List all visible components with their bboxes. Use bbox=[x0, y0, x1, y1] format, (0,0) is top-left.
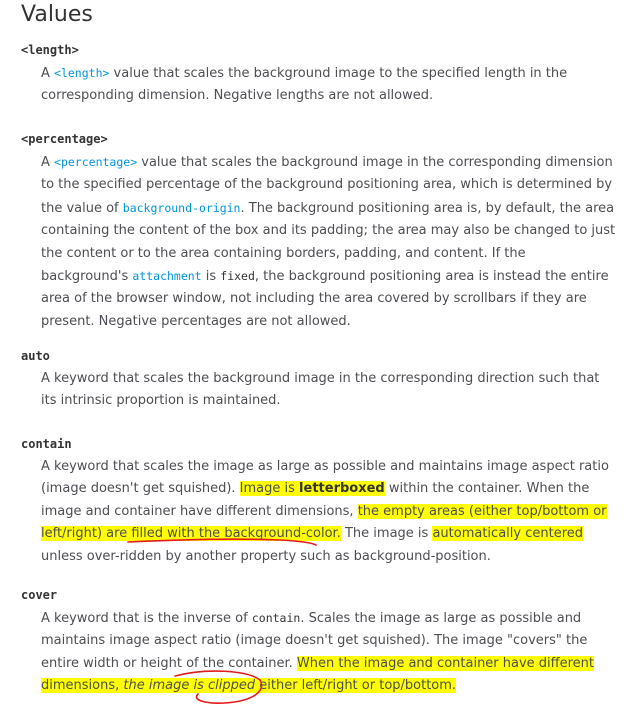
desc-cover-text-1: A keyword that is the inverse of bbox=[41, 611, 252, 626]
highlight-empty-areas: the empty areas (either top/bottom or left/right) are filled with the background-color. bbox=[41, 503, 607, 542]
desc-length-text-1: A bbox=[41, 66, 55, 81]
desc-percentage-text-5: , the background positioning area is instead the entire area of the browser window, not including the area covered by scrollbars if they are present. Negative percentages are not allowed. bbox=[41, 269, 609, 329]
desc-contain-text-1: A keyword that scales the image as large as possible and maintains image aspect ratio (image doesn't get squished). bbox=[41, 459, 609, 497]
desc-cover-text-2: . Scales the image as large as possible and maintains image aspect ratio (image doesn't get squished). The image "covers" the entire width or height of the container. bbox=[41, 611, 588, 671]
background-origin-link[interactable]: background-origin bbox=[122, 200, 241, 215]
desc-percentage bbox=[41, 151, 616, 333]
desc-percentage-text-2: value that scales the background image in the corresponding dimension to the specified percentage of the background positioning area, which is determined by the value of bbox=[41, 155, 613, 216]
desc-contain-text-2: within the container. When the image and container have different dimensions, bbox=[41, 481, 590, 519]
term-cover: cover bbox=[21, 588, 58, 602]
desc-length bbox=[41, 62, 616, 108]
desc-auto: A keyword that scales the background image in the corresponding direction such that its intrinsic proportion is maintained. bbox=[41, 371, 600, 409]
desc-percentage-text-4: is bbox=[201, 269, 221, 285]
contain-code: contain bbox=[251, 611, 301, 625]
length-link[interactable]: <length> bbox=[54, 66, 110, 80]
desc-contain-text-4: unless over-ridden by another property such as background-position. bbox=[41, 548, 491, 564]
highlight-clip-sides: either left/right or top/bottom. bbox=[255, 678, 457, 694]
fixed-code: fixed bbox=[220, 269, 255, 284]
term-auto: auto bbox=[21, 349, 50, 363]
highlight-different-dimensions: When the image and container have different dimensions, bbox=[41, 655, 595, 694]
letterboxed-bold: letterboxed bbox=[299, 481, 385, 497]
highlight-auto-centered: automatically centered bbox=[432, 526, 584, 542]
desc-contain bbox=[41, 456, 616, 568]
term-contain: contain bbox=[21, 437, 72, 451]
highlight-letterboxed bbox=[240, 481, 385, 496]
desc-length-text-2: value that scales the background image to the specified length in the corresponding dimension. Negative lengths are not allowed. bbox=[41, 66, 568, 104]
desc-percentage-text-3: . The background positioning area is, by default, the area containing the content of the box and its padding; the area may also be changed to just the content or to the area containing borders, padding, and content. If the background's bbox=[41, 200, 616, 285]
desc-percentage-text-1: A bbox=[41, 155, 55, 170]
term-length: <length> bbox=[21, 43, 79, 57]
attachment-link[interactable]: attachment bbox=[132, 269, 202, 284]
desc-contain-text-3: The image is bbox=[340, 526, 433, 542]
desc-cover bbox=[41, 607, 616, 698]
term-percentage: <percentage> bbox=[21, 132, 108, 146]
highlight-letterboxed-text: Image is bbox=[239, 481, 300, 497]
highlight-image-clipped: the image is clipped bbox=[123, 678, 256, 694]
percentage-link[interactable]: <percentage> bbox=[54, 155, 138, 169]
page-title: Values bbox=[21, 2, 93, 27]
